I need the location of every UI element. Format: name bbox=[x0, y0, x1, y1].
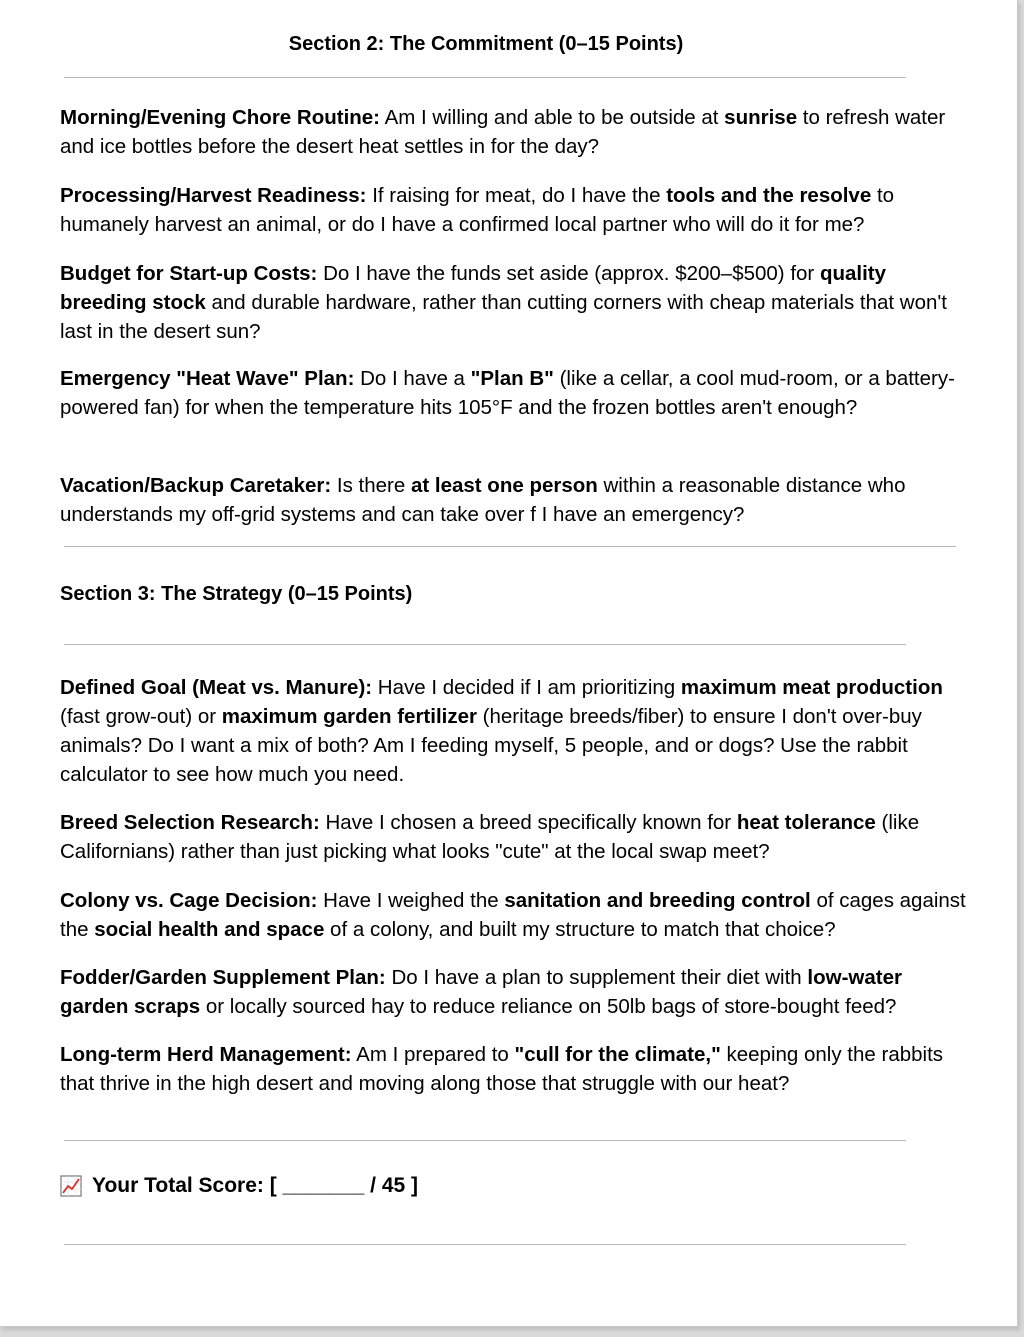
divider bbox=[64, 1140, 906, 1141]
item-text: Do I have a plan to supplement their diet with bbox=[385, 966, 808, 989]
checklist-item bbox=[60, 963, 970, 1021]
checklist-item bbox=[60, 886, 970, 944]
item-text: Am I prepared to bbox=[351, 1043, 515, 1066]
item-text: Have I chosen a breed specifically known for bbox=[319, 811, 737, 834]
item-text: (heritage breeds/fiber) to ensure I don't over-buy animals? Do I want a mix of both? Am I feeding myself, 5 people, and or dogs? Use the rabbit calculator to see how much you need. bbox=[60, 705, 922, 786]
item-bold-text: "cull for the climate," bbox=[514, 1043, 721, 1066]
item-bold-text: Fodder/Garden Supplement Plan: bbox=[60, 966, 386, 989]
item-bold-text: Colony vs. Cage Decision: bbox=[60, 889, 318, 912]
item-bold-text: social health and space bbox=[94, 918, 325, 941]
item-text: to refresh water and ice bottles before the desert heat settles in for the day? bbox=[60, 106, 946, 158]
item-text: Have I weighed the bbox=[317, 889, 505, 912]
checklist-item bbox=[60, 808, 970, 866]
item-bold-text: Vacation/Backup Caretaker: bbox=[60, 474, 332, 497]
item-bold-text: quality breeding stock bbox=[60, 262, 887, 314]
item-bold-text: Breed Selection Research: bbox=[60, 811, 320, 834]
item-bold-text: Long-term Herd Management: bbox=[60, 1043, 352, 1066]
checklist-item bbox=[60, 673, 970, 789]
item-text: (fast grow-out) or bbox=[60, 705, 222, 728]
item-bold-text: Processing/Harvest Readiness: bbox=[60, 184, 367, 207]
chart-increasing-icon bbox=[60, 1175, 82, 1197]
checklist-item bbox=[60, 259, 970, 346]
divider bbox=[64, 546, 956, 547]
item-text: (like a cellar, a cool mud-room, or a battery-powered fan) for when the temperature hits 105°F and the frozen bottles aren't enough? bbox=[60, 367, 955, 419]
item-text: Do I have a bbox=[354, 367, 471, 390]
item-bold-text: tools and the resolve bbox=[666, 184, 872, 207]
item-bold-text: sanitation and breeding control bbox=[504, 889, 811, 912]
total-score-label: Your Total Score: [ _______ / 45 ] bbox=[92, 1174, 419, 1197]
total-score-line bbox=[60, 1174, 418, 1198]
item-bold-text: low-water garden scraps bbox=[60, 966, 902, 1018]
checklist-item bbox=[60, 103, 970, 161]
item-bold-text: sunrise bbox=[724, 106, 798, 129]
item-bold-text: Morning/Evening Chore Routine: bbox=[60, 106, 381, 129]
item-bold-text: "Plan B" bbox=[470, 367, 554, 390]
item-text: of a colony, and built my structure to match that choice? bbox=[324, 918, 836, 941]
item-text: (like Californians) rather than just picking what looks "cute" at the local swap meet? bbox=[60, 811, 920, 863]
item-text: or locally sourced hay to reduce reliance on 50lb bags of store-bought feed? bbox=[200, 995, 897, 1018]
item-bold-text: Budget for Start-up Costs: bbox=[60, 262, 318, 285]
item-text: Have I decided if I am prioritizing bbox=[372, 676, 681, 699]
divider bbox=[64, 644, 906, 645]
item-text: If raising for meat, do I have the bbox=[366, 184, 667, 207]
item-text: keeping only the rabbits that thrive in the high desert and moving along those that struggle with our heat? bbox=[60, 1043, 944, 1095]
item-bold-text: maximum garden fertilizer bbox=[221, 705, 477, 728]
divider bbox=[64, 77, 906, 78]
item-bold-text: maximum meat production bbox=[680, 676, 943, 699]
item-text: within a reasonable distance who understands my off-grid systems and can take over f I have an emergency? bbox=[60, 474, 906, 526]
item-text: Is there bbox=[331, 474, 411, 497]
section-2-title: Section 2: The Commitment (0–15 Points) bbox=[288, 33, 684, 55]
section-3-title: Section 3: The Strategy (0–15 Points) bbox=[60, 583, 413, 605]
item-text: to humanely harvest an animal, or do I have a confirmed local partner who will do it for me? bbox=[60, 184, 895, 236]
item-bold-text: at least one person bbox=[410, 474, 598, 497]
checklist-item bbox=[60, 471, 970, 529]
item-bold-text: Emergency "Heat Wave" Plan: bbox=[60, 367, 355, 390]
checklist-item bbox=[60, 364, 970, 422]
checklist-item bbox=[60, 181, 970, 239]
item-text: Am I willing and able to be outside at bbox=[380, 106, 725, 129]
divider bbox=[64, 1244, 906, 1245]
item-bold-text: heat tolerance bbox=[736, 811, 876, 834]
item-text: and durable hardware, rather than cutting corners with cheap materials that won't last in the desert sun? bbox=[60, 291, 947, 343]
item-text: of cages against the bbox=[60, 889, 966, 941]
checklist-item bbox=[60, 1040, 970, 1098]
item-bold-text: Defined Goal (Meat vs. Manure): bbox=[60, 676, 373, 699]
item-text: Do I have the funds set aside (approx. $200–$500) for bbox=[317, 262, 820, 285]
